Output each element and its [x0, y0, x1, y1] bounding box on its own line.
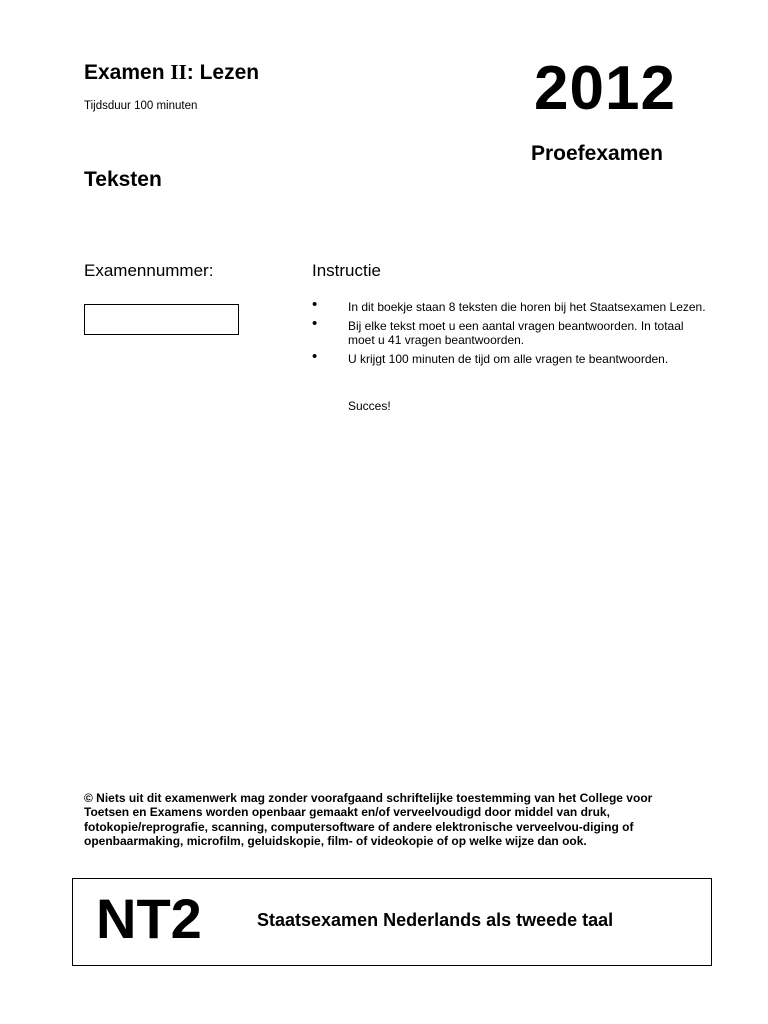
footer-banner — [72, 878, 712, 966]
footer-name: Staatsexamen Nederlands als tweede taal — [257, 910, 614, 930]
exam-year: 2012 — [534, 54, 676, 123]
section-title: Teksten — [84, 168, 162, 191]
bullet-icon: • — [312, 348, 318, 365]
exam-number-field[interactable] — [84, 304, 239, 335]
copyright-notice: © Niets uit dit examenwerk mag zonder voorafgaand schriftelijke toestemming van het College voor Toetsen en Examens worden openbaar gemaakt en/of verveelvoudigd door middel van druk, fotokopie/reprografie, scanning, computersoftware of andere elektronische verveelvou-diging of openbaarmaking, microfilm, geluidskopie, film- of videokopie of op welke wijze dan ook. — [84, 791, 653, 849]
exam-duration: Tijdsduur 100 minuten — [84, 100, 198, 112]
instruction-item — [312, 348, 712, 366]
bullet-icon: • — [312, 296, 318, 313]
instructions-title: Instructie — [312, 261, 381, 280]
instruction-text: U krijgt 100 minuten de tijd om alle vragen te beantwoorden. — [348, 352, 669, 366]
exam-title-prefix: Examen — [84, 61, 171, 84]
instruction-text: In dit boekje staan 8 teksten die horen bij het Staatsexamen Lezen. — [348, 300, 706, 314]
exam-number-label: Examennummer: — [84, 261, 214, 280]
instruction-item — [312, 296, 712, 314]
footer-code: NT2 — [96, 887, 202, 950]
bullet-icon: • — [312, 315, 318, 332]
exam-type: Proefexamen — [531, 142, 663, 165]
instructions-list — [312, 296, 712, 371]
exam-title — [84, 60, 259, 85]
instructions-closing: Succes! — [348, 399, 391, 413]
instruction-text: Bij elke tekst moet u een aantal vragen beantwoorden. In totaal moet u 41 vragen beantwoorden. — [348, 319, 684, 347]
exam-title-suffix: : Lezen — [186, 61, 260, 84]
exam-title-roman: II — [170, 60, 187, 84]
instruction-item — [312, 315, 712, 347]
